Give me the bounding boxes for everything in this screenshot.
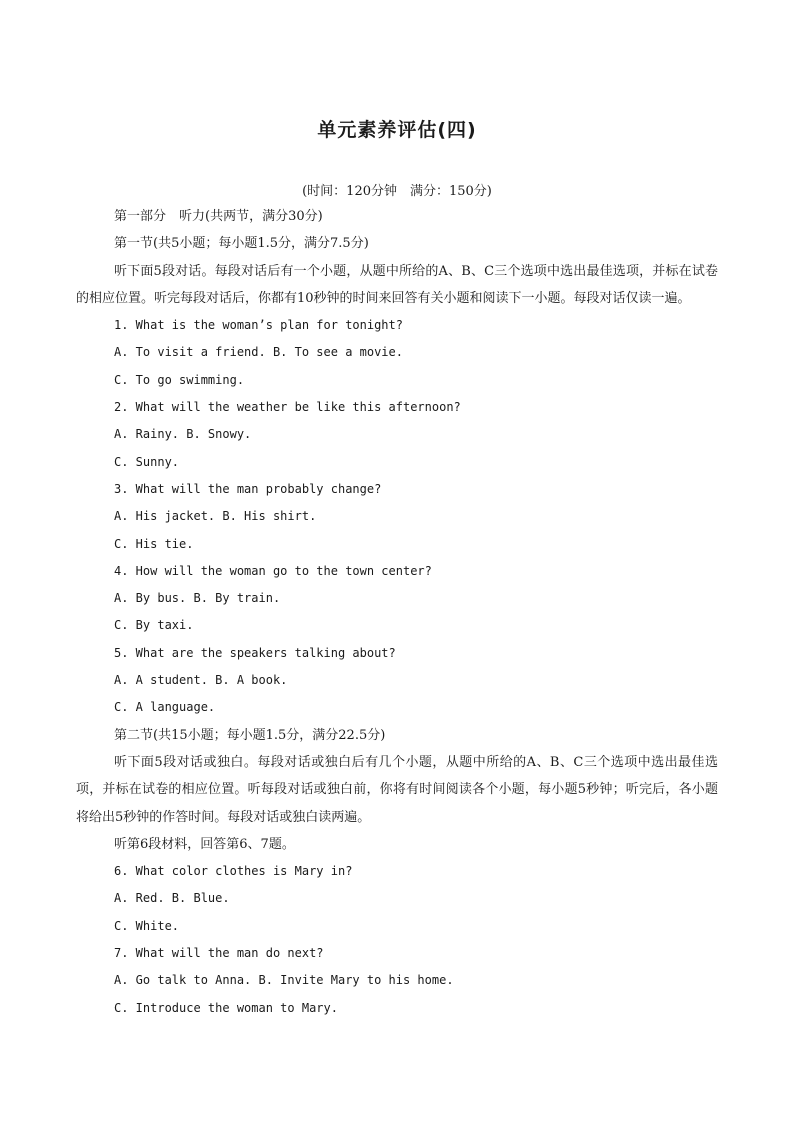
question-4-option-c: C. By taxi.: [114, 618, 194, 633]
question-4: 4. How will the woman go to the town center?: [114, 563, 432, 578]
question-2-options-ab: A. Rainy. B. Snowy.: [114, 427, 252, 442]
question-2-option-c: C. Sunny.: [114, 454, 180, 469]
time-info: (时间：120分钟 满分：150分): [302, 184, 492, 199]
page-title: 单元素养评估(四): [317, 119, 477, 141]
question-5-options-ab: A. A student. B. A book.: [114, 673, 288, 688]
question-1-options-ab: A. To visit a friend. B. To see a movie.: [114, 345, 403, 360]
question-3-options-ab: A. His jacket. B. His shirt.: [114, 509, 317, 524]
section1-instructions: 听下面5段对话。每段对话后有一个小题，从题中所给的A、B、C三个选项中选出最佳选项，并标在试卷的相应位置。听完每段对话后，你都有10秒钟的时间来回答有关小题和阅读下一小题。每段对话仅读一遍。: [76, 263, 718, 306]
material-6-instruction: 听第6段材料，回答第6、7题。: [114, 836, 295, 852]
section2-instructions: 听下面5段对话或独白。每段对话或独白后有几个小题，从题中所给的A、B、C三个选项中选出最佳选项，并标在试卷的相应位置。听每段对话或独白前，你将有时间阅读各个小题，每小题5秒钟；听完后，各小题将给出5秒钟的作答时间。每段对话或独白读两遍。: [76, 754, 718, 825]
question-1: 1. What is the woman’s plan for tonight?: [114, 318, 403, 333]
question-5: 5. What are the speakers talking about?: [114, 645, 396, 660]
question-6-option-c: C. White.: [114, 918, 180, 933]
question-3-option-c: C. His tie.: [114, 536, 194, 551]
part1-heading: 第一部分 听力(共两节，满分30分): [114, 209, 323, 224]
section2-heading: 第二节(共15小题；每小题1.5分，满分22.5分): [114, 727, 386, 743]
question-5-option-c: C. A language.: [114, 700, 216, 715]
section1-questions: [76, 312, 718, 721]
question-6: 6. What color clothes is Mary in?: [114, 864, 353, 879]
question-7-options-ab: A. Go talk to Anna. B. Invite Mary to his home.: [114, 973, 454, 988]
question-3: 3. What will the man probably change?: [114, 481, 382, 496]
question-7: 7. What will the man do next?: [114, 946, 324, 961]
question-6-options-ab: A. Red. B. Blue.: [114, 891, 230, 906]
section1-heading: 第一节(共5小题；每小题1.5分，满分7.5分): [114, 236, 369, 252]
section2-questions: [76, 858, 718, 1022]
question-4-options-ab: A. By bus. B. By train.: [114, 591, 281, 606]
exam-content: [76, 203, 718, 1022]
question-2: 2. What will the weather be like this afternoon?: [114, 400, 461, 415]
question-1-option-c: C. To go swimming.: [114, 372, 245, 387]
question-7-option-c: C. Introduce the woman to Mary.: [114, 1000, 338, 1015]
